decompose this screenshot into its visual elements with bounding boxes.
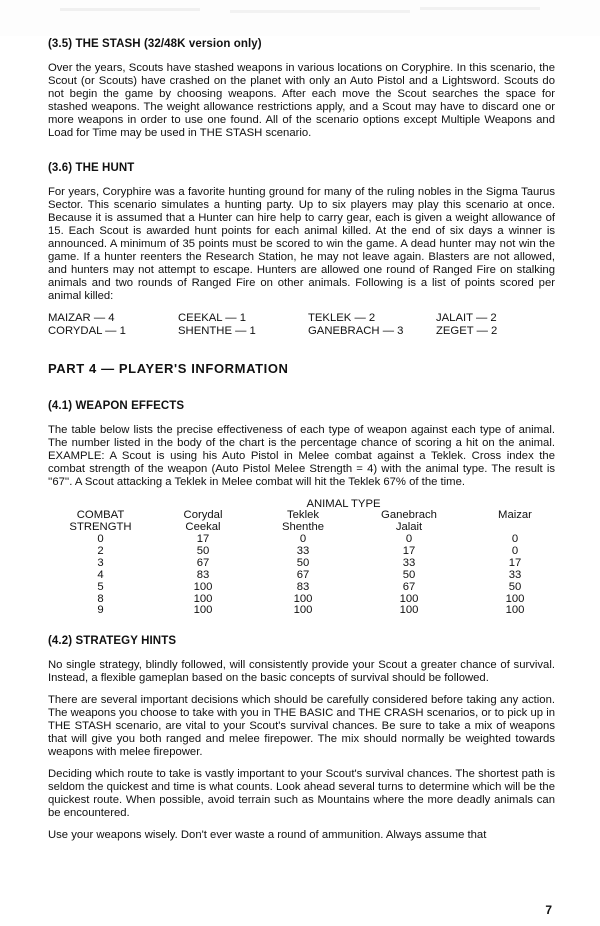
- table-cell: 100: [399, 592, 419, 605]
- table-cell: 100: [293, 592, 313, 605]
- table-cell: 50: [196, 544, 210, 557]
- part-4-heading: PART 4 — PLAYER'S INFORMATION: [48, 361, 289, 377]
- table-cell: 67: [402, 580, 416, 593]
- table-header-cell: Ganebrach: [381, 509, 437, 522]
- table-cell: 100: [505, 604, 525, 617]
- table-cell: 100: [193, 580, 213, 593]
- table-cell: 33: [296, 544, 310, 557]
- table-cell: 50: [508, 580, 522, 593]
- table-cell: 9: [97, 604, 104, 617]
- table-cell: 5: [97, 580, 104, 593]
- hunt-points-item: JALAIT — 2: [436, 312, 497, 324]
- table-header-cell: Shenthe: [281, 521, 325, 534]
- table-cell: 17: [402, 544, 416, 557]
- section-4-2-paragraph: There are several important decisions which should be carefully considered before taking any action. The weapons you choose to take with you in THE BASIC and THE CRASH scenarios, or to pick up in THE STASH scenario, are vital to your Scout's survival chances. Be sure to take a mix of weapons that will give you both ranged and melee firepower. The mix should normally be weighted towards weapons with melee firepower.: [48, 694, 555, 759]
- section-4-1-paragraph: The table below lists the precise effectiveness of each type of weapon against each type of animal. The number listed in the body of the chart is the percentage chance of scoring a hit on the animal. EXAMPLE: A Scout is using his Auto Pistol in Melee combat against a Teklek. Cross index the combat strength of the weapon (Auto Pistol Melee Strength = 4) with the animal type. The result is ''67''. A Scout attacking a Teklek in Melee combat will hit the Teklek 67% of the time.: [48, 424, 555, 489]
- table-cell: 3: [97, 556, 104, 569]
- table-cell: 50: [402, 568, 416, 581]
- table-cell: 2: [97, 544, 104, 557]
- table-row: [48, 605, 555, 617]
- hunt-points-item: CORYDAL — 1: [48, 324, 126, 337]
- table-cell: 17: [196, 533, 210, 545]
- table-cell: 67: [296, 568, 310, 581]
- table-cell: 67: [196, 556, 210, 569]
- section-3-5-heading: (3.5) THE STASH (32/48K version only): [48, 38, 262, 50]
- table-cell: 33: [402, 556, 416, 569]
- hunt-points-list: [48, 312, 555, 337]
- table-header-cell: Jalait: [395, 521, 423, 534]
- table-cell: 0: [511, 533, 519, 545]
- hunt-points-item: TEKLEK — 2: [308, 312, 376, 324]
- hunt-points-item: CEEKAL — 1: [178, 312, 247, 324]
- section-4-2-paragraph: Use your weapons wisely. Don't ever waste a round of ammunition. Always assume that: [48, 829, 487, 842]
- table-header-cell: Maizar: [498, 509, 532, 522]
- table-cell: 100: [399, 604, 419, 617]
- table-cell: 8: [97, 592, 104, 605]
- table-header-cell: COMBAT: [76, 509, 125, 522]
- table-cell: 100: [293, 604, 313, 617]
- table-cell: 4: [97, 568, 104, 581]
- hunt-points-item: SHENTHE — 1: [178, 324, 256, 337]
- table-header-cell: Teklek: [286, 509, 320, 522]
- table-cell: 0: [97, 533, 104, 545]
- table-cell: 33: [508, 568, 522, 581]
- table-cell: 0: [299, 533, 307, 545]
- table-cell: 83: [196, 568, 210, 581]
- hunt-points-item: MAIZAR — 4: [48, 312, 115, 324]
- section-4-2-paragraph: No single strategy, blindly followed, will consistently provide your Scout a greater chance of survival. Instead, a flexible gameplan based on the basic concepts of survival should be followed.: [48, 659, 555, 685]
- table-cell: 0: [405, 533, 413, 545]
- table-cell: 83: [296, 580, 310, 593]
- table-caption: ANIMAL TYPE: [306, 498, 381, 511]
- table-cell: 100: [193, 604, 213, 617]
- hunt-points-item: GANEBRACH — 3: [308, 324, 404, 337]
- table-row: [48, 558, 555, 570]
- section-4-2-paragraph: Deciding which route to take is vastly important to your Scout's survival chances. The shortest path is seldom the quickest and time is what counts. Look ahead several turns to determine which will be the quickest route. When possible, avoid terrain such as Mountains where the more deadly animals can be encountered.: [48, 768, 555, 820]
- table-header-cell: Ceekal: [185, 521, 221, 534]
- table-header-cell: Corydal: [183, 509, 223, 522]
- table-cell: 100: [505, 592, 525, 605]
- section-4-1-heading: (4.1) WEAPON EFFECTS: [48, 400, 185, 413]
- section-3-6-heading: (3.6) THE HUNT: [48, 162, 135, 174]
- table-row: [48, 570, 555, 582]
- table-cell: 100: [193, 592, 213, 605]
- hunt-points-item: ZEGET — 2: [436, 324, 498, 337]
- table-cell: 17: [508, 556, 522, 569]
- section-3-5-paragraph: Over the years, Scouts have stashed weapons in various locations on Coryphire. In this scenario, the Scout (or Scouts) have crashed on the planet with only an Auto Pistol and a Lightsword. Scouts do not begin the game by choosing weapons. After each move the Scout searches the space for stashed weapons. The weight allowance restrictions apply, and a Scout may have to discard one or more weapons in order to use one found. All of the scenario options except Multiple Weapons and Load for Time may be used in THE STASH scenario.: [48, 62, 555, 139]
- section-4-2-heading: (4.2) STRATEGY HINTS: [48, 635, 177, 648]
- table-header-cell: STRENGTH: [69, 521, 132, 534]
- bleed-through-noise: [0, 0, 600, 36]
- page-content: [48, 38, 555, 851]
- table-row: [48, 582, 555, 594]
- table-cell: 50: [296, 556, 310, 569]
- section-3-6-paragraph: For years, Coryphire was a favorite hunting ground for many of the ruling nobles in the Sigma Taurus Sector. This scenario simulates a hunting party. Up to six players may play this scenario at once. Because it is assumed that a Hunter can hire help to carry gear, each is given a weight allowance of 15. Each Scout is awarded hunt points for each animal killed. At the end of six days a winner is announced. A minimum of 35 points must be scored to win the game. A dead hunter may not win the game. If a hunter reenters the Research Station, he may not leave again. Blasters are not allowed, and hunters may not attempt to escape. Hunters are allowed one round of Ranged Fire on stalking animals and two rounds of Ranged Fire on other animals. Following is a list of points scored per animal killed:: [48, 186, 555, 302]
- table-cell: 0: [511, 544, 519, 557]
- page-number: 7: [545, 903, 552, 917]
- weapon-effects-table: [48, 498, 555, 617]
